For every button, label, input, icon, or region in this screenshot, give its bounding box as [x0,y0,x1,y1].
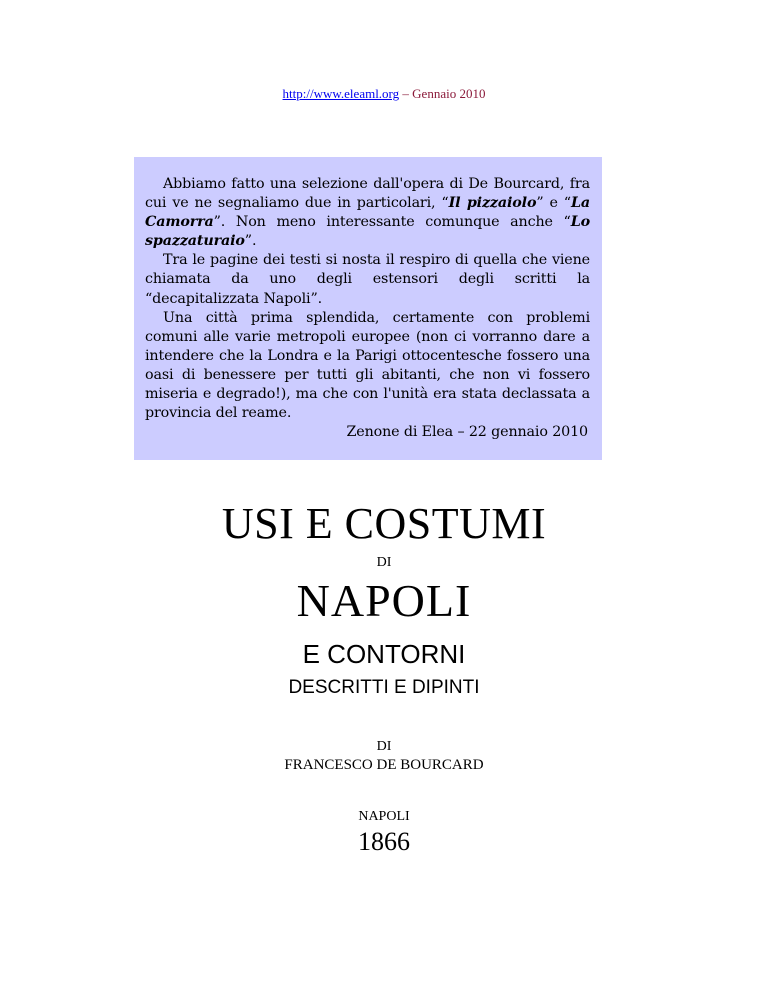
publication-place: NAPOLI [358,809,410,824]
header-line [0,86,768,102]
note-paragraph-2: Tra le pagine dei testi si nosta il respiro di quella che viene chiamata da uno degli estensori degli scritti la “decapitalizzata Napoli”. [145,252,590,307]
note-paragraph-1 [145,175,590,251]
note-paragraph-3: Una città prima splendida, certamente con problemi comuni alle varie metropoli europee (non ci vorranno dare a intendere che la Londra e la Parigi ottocentesche fossero una oasi di benessere per tutti gli abitanti, che non vi fossero miseria e degrado!), ma che con l'unità era stata declassata a provincia del reame. [145,309,590,422]
highlight-pizzaiolo: Il pizzaiolo [448,195,537,212]
website-link[interactable]: http://www.eleaml.org [282,86,400,101]
editor-note-box [134,157,602,460]
publication-year: 1866 [358,827,410,856]
author-di: DI [376,739,392,754]
note-text: ” e “ [536,195,571,212]
header-date: – Gennaio 2010 [399,86,486,101]
title-city: NAPOLI [296,575,472,626]
title-subtitle: DESCRITTI E DIPINTI [288,677,480,698]
book-title: USI E COSTUMI [221,499,547,548]
author-name: FRANCESCO DE BOURCARD [284,757,484,773]
highlight-camorra: La Camorra [145,195,590,231]
note-text: ”. [244,233,257,250]
title-di: DI [376,555,392,570]
title-contorni: E CONTORNI [302,639,466,669]
note-text: ”. Non meno interessante comunque anche “ [213,214,571,231]
note-signature: Zenone di Elea – 22 gennaio 2010 [346,424,588,441]
highlight-spazzaturaio: Lo spazzaturaio [145,214,590,250]
note-text: Abbiamo fatto una selezione dall'opera di De Bourcard, fra cui ve ne segnaliamo due in particolari, “ [145,176,590,212]
